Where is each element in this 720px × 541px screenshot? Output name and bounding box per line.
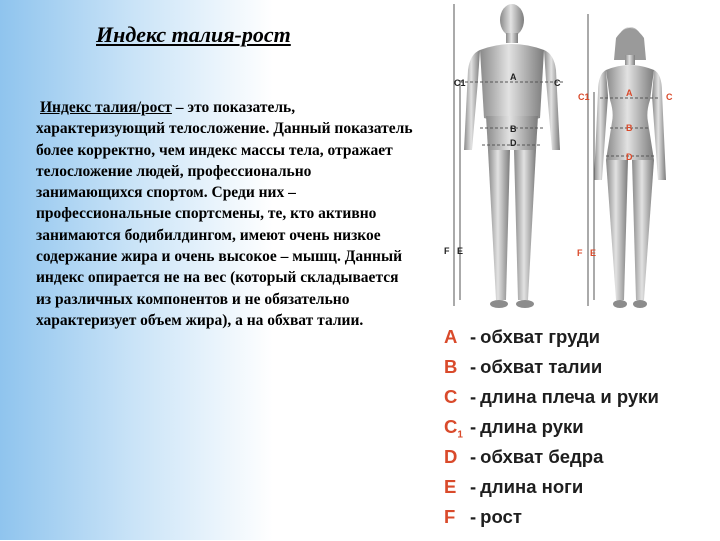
male-label-a: A bbox=[510, 72, 517, 82]
female-label-f: F bbox=[577, 248, 583, 258]
male-label-f: F bbox=[444, 246, 450, 256]
legend-text: рост bbox=[480, 506, 522, 527]
female-label-b: B bbox=[626, 123, 633, 133]
legend-letter: B bbox=[444, 356, 458, 377]
legend-text: обхват груди bbox=[480, 326, 601, 347]
legend-text: обхват бедра bbox=[480, 446, 604, 467]
female-label-d: D bbox=[626, 152, 633, 162]
female-label-e: E bbox=[590, 248, 597, 258]
legend-letter: D bbox=[444, 446, 458, 467]
legend-letter: A bbox=[444, 326, 458, 347]
slide-title: Индекс талия-рост bbox=[96, 22, 291, 47]
legend-letter: F bbox=[444, 506, 456, 527]
measurement-legend bbox=[444, 322, 716, 532]
male-label-c: C bbox=[554, 78, 561, 88]
body-description: – это показатель, характеризующий телосложение. Данный показатель более корректно, чем индекс массы тела, отражает телосложение людей, профессионально занимающихся спортом. Среди них – профессиональные спортсмены, те, кто активно занимаются бодибилдингом, имеют очень низкое содержание жира и очень высокое – мышц. Данный индекс опирается не на вес (который складывается из различных компонентов и не обязательно характеризует объем жира), а на обхват талии. bbox=[36, 99, 413, 329]
legend-text: длина руки bbox=[480, 416, 584, 437]
female-figure bbox=[594, 27, 666, 308]
body-paragraph bbox=[36, 97, 414, 331]
legend-letter: $C_1$ bbox=[444, 416, 463, 441]
legend-item-b: B - обхват талии bbox=[444, 352, 716, 382]
legend-text: длина плеча и руки bbox=[480, 386, 659, 407]
legend-text: длина ноги bbox=[480, 476, 584, 497]
legend-item-c: C - длина плеча и руки bbox=[444, 382, 716, 412]
male-figure bbox=[464, 4, 560, 308]
figure-svg bbox=[440, 0, 690, 318]
legend-item-c1: $C_1$ - длина руки bbox=[444, 412, 716, 442]
legend-text: обхват талии bbox=[480, 356, 603, 377]
male-label-e: E bbox=[457, 246, 464, 256]
female-label-a: A bbox=[626, 88, 633, 98]
body-measurements-figure bbox=[440, 0, 690, 318]
legend-item-d: D - обхват бедра bbox=[444, 442, 716, 472]
legend-item-e: E - длина ноги bbox=[444, 472, 716, 502]
legend-item-a: A - обхват груди bbox=[444, 322, 716, 352]
male-label-c1: C1 bbox=[454, 78, 466, 88]
male-label-d: D bbox=[510, 138, 517, 148]
body-term: Индекс талия/рост bbox=[40, 99, 172, 116]
legend-letter: C bbox=[444, 386, 458, 407]
female-label-c: C bbox=[666, 92, 673, 102]
legend-item-f: F - рост bbox=[444, 502, 716, 532]
legend-letter: E bbox=[444, 476, 457, 497]
female-label-c1: C1 bbox=[578, 92, 590, 102]
male-label-b: B bbox=[510, 124, 517, 134]
